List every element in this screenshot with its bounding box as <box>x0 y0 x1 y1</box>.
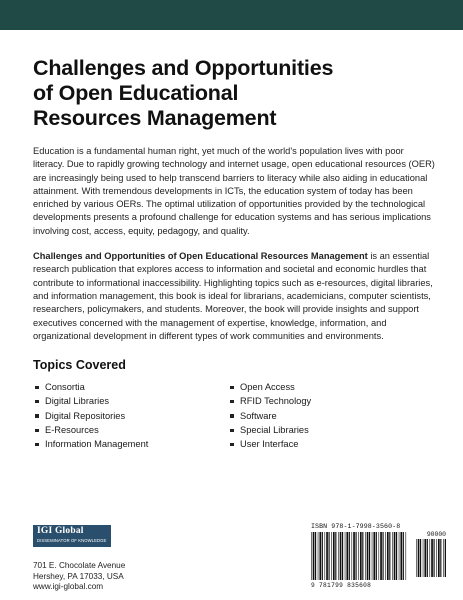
logo-tagline: DISSEMINATOR OF KNOWLEDGE <box>37 538 107 543</box>
topic-item: E-Resources <box>33 423 228 437</box>
barcode-number: 9 781799 835608 <box>311 582 372 589</box>
igi-global-logo <box>33 525 111 547</box>
topics-heading: Topics Covered <box>33 358 126 373</box>
barcode-block <box>311 523 446 588</box>
isbn-barcode <box>311 532 407 580</box>
topics-column-right <box>228 380 423 451</box>
publisher-block <box>33 525 233 593</box>
topic-item: Software <box>228 409 423 423</box>
description-paragraph-2 <box>33 250 437 343</box>
topics-column-left <box>33 380 228 451</box>
description-paragraph-2-text: is an essential research publication that explores access to information and societal and economic hurdles that contribute to informational inaccessibility. Highlighting topics such as e-resources, digital libraries, and information management, this book is ideal for librarians, academicians, computer scientists, researchers, policymakers, and students. Moreover, the book will provide insights and support executives concerned with the management of expertise, knowledge, information, and organizational development in different types of work communities and environments. <box>33 251 433 341</box>
book-title-inline: Challenges and Opportunities of Open Educational Resources Management <box>33 251 368 262</box>
logo-name: IGI Global <box>37 526 84 536</box>
book-title: Challenges and Opportunities of Open Educational Resources Management <box>33 56 334 130</box>
topic-item: Digital Libraries <box>33 394 228 408</box>
publisher-address <box>33 561 233 593</box>
topic-item: Digital Repositories <box>33 409 228 423</box>
publisher-website: www.igi-global.com <box>33 582 104 591</box>
price-code: 90000 <box>426 531 446 538</box>
price-barcode <box>416 539 446 577</box>
topic-item: RFID Technology <box>228 394 423 408</box>
topic-item: Consortia <box>33 380 228 394</box>
isbn-text: ISBN 978-1-7998-3560-8 <box>311 523 401 530</box>
address-line-2: Hershey, PA 17033, USA <box>33 571 124 581</box>
topic-item: Special Libraries <box>228 423 423 437</box>
topics-list <box>33 380 437 451</box>
top-color-band <box>0 0 463 30</box>
topic-item: Information Management <box>33 437 228 451</box>
topic-item: Open Access <box>228 380 423 394</box>
address-line-1: 701 E. Chocolate Avenue <box>33 561 126 570</box>
description-paragraph-1: Education is a fundamental human right, yet much of the world's population lives with poor literacy. Due to rapidly growing technology and internet usage, open educational resources (OER) are increasingly being used to help transcend barriers to literacy while also aiding in educational attainment. With tremendous developments in ICTs, the education system of today has been enriched by various OERs. The optimal utilization of opportunities provided by the technological developments presents a profound challenge for education systems and has serious implications involving cost, access, equity, pedagogy, and quality. <box>33 146 435 236</box>
topic-item: User Interface <box>228 437 423 451</box>
back-cover-content <box>33 56 437 452</box>
